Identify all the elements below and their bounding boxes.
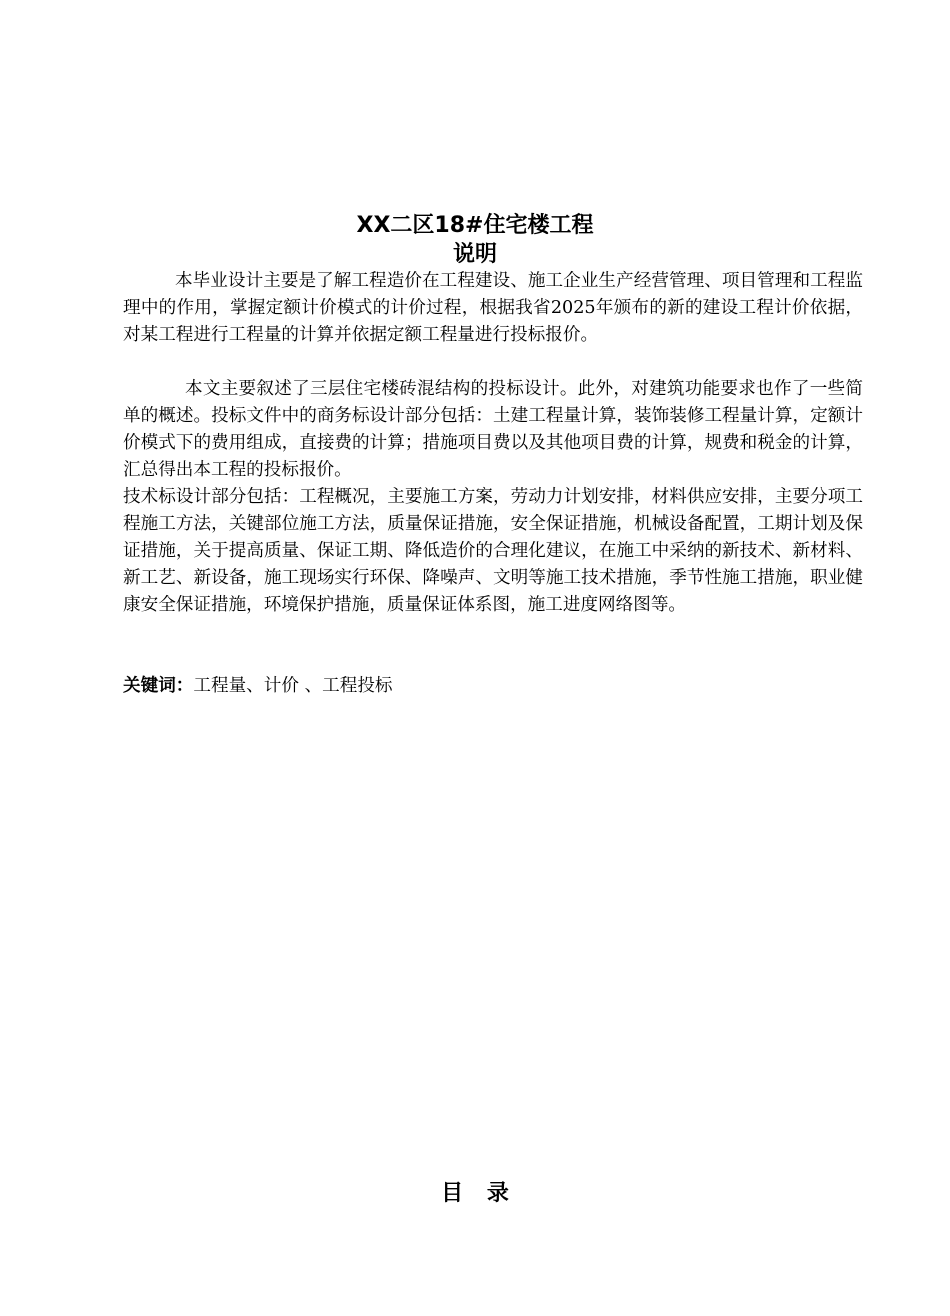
paragraph-2: 本文主要叙述了三层住宅楼砖混结构的投标设计。此外，对建筑功能要求也作了一些简单的概述。投标文件中的商务标设计部分包括：土建工程量计算，装饰装修工程量计算，定额计价模式下的费用组成，直接费的计算；措施项目费以及其他项目费的计算，规费和税金的计算，汇总得出本工程的投标报价。 (123, 379, 863, 480)
document-subtitle: 说明 (452, 242, 497, 267)
keywords-line (123, 673, 393, 700)
keywords-label: 关键词： (123, 676, 194, 696)
keywords-value: 工程量、计价 、工程投标 (193, 676, 393, 696)
document-title: XX二区18#住宅楼工程 (356, 213, 594, 238)
toc-title: 目 录 (441, 1181, 517, 1206)
paragraph-1: 本毕业设计主要是了解工程造价在工程建设、施工企业生产经营管理、项目管理和工程监理中的作用，掌握定额计价模式的计价过程，根据我省2025年颁布的新的建设工程计价依据，对某工程进行工程量的计算并依据定额工程量进行投标报价。 (123, 271, 863, 345)
paragraph-3: 技术标设计部分包括：工程概况，主要施工方案，劳动力计划安排，材料供应安排，主要分项工程施工方法，关键部位施工方法，质量保证措施，安全保证措施，机械设备配置，工期计划及保证措施，关于提高质量、保证工期、降低造价的合理化建议，在施工中采纳的新技术、新材料、新工艺、新设备，施工现场实行环保、降噪声、文明等施工技术措施，季节性施工措施，职业健康安全保证措施，环境保护措施，质量保证体系图，施工进度网络图等。 (123, 487, 863, 615)
